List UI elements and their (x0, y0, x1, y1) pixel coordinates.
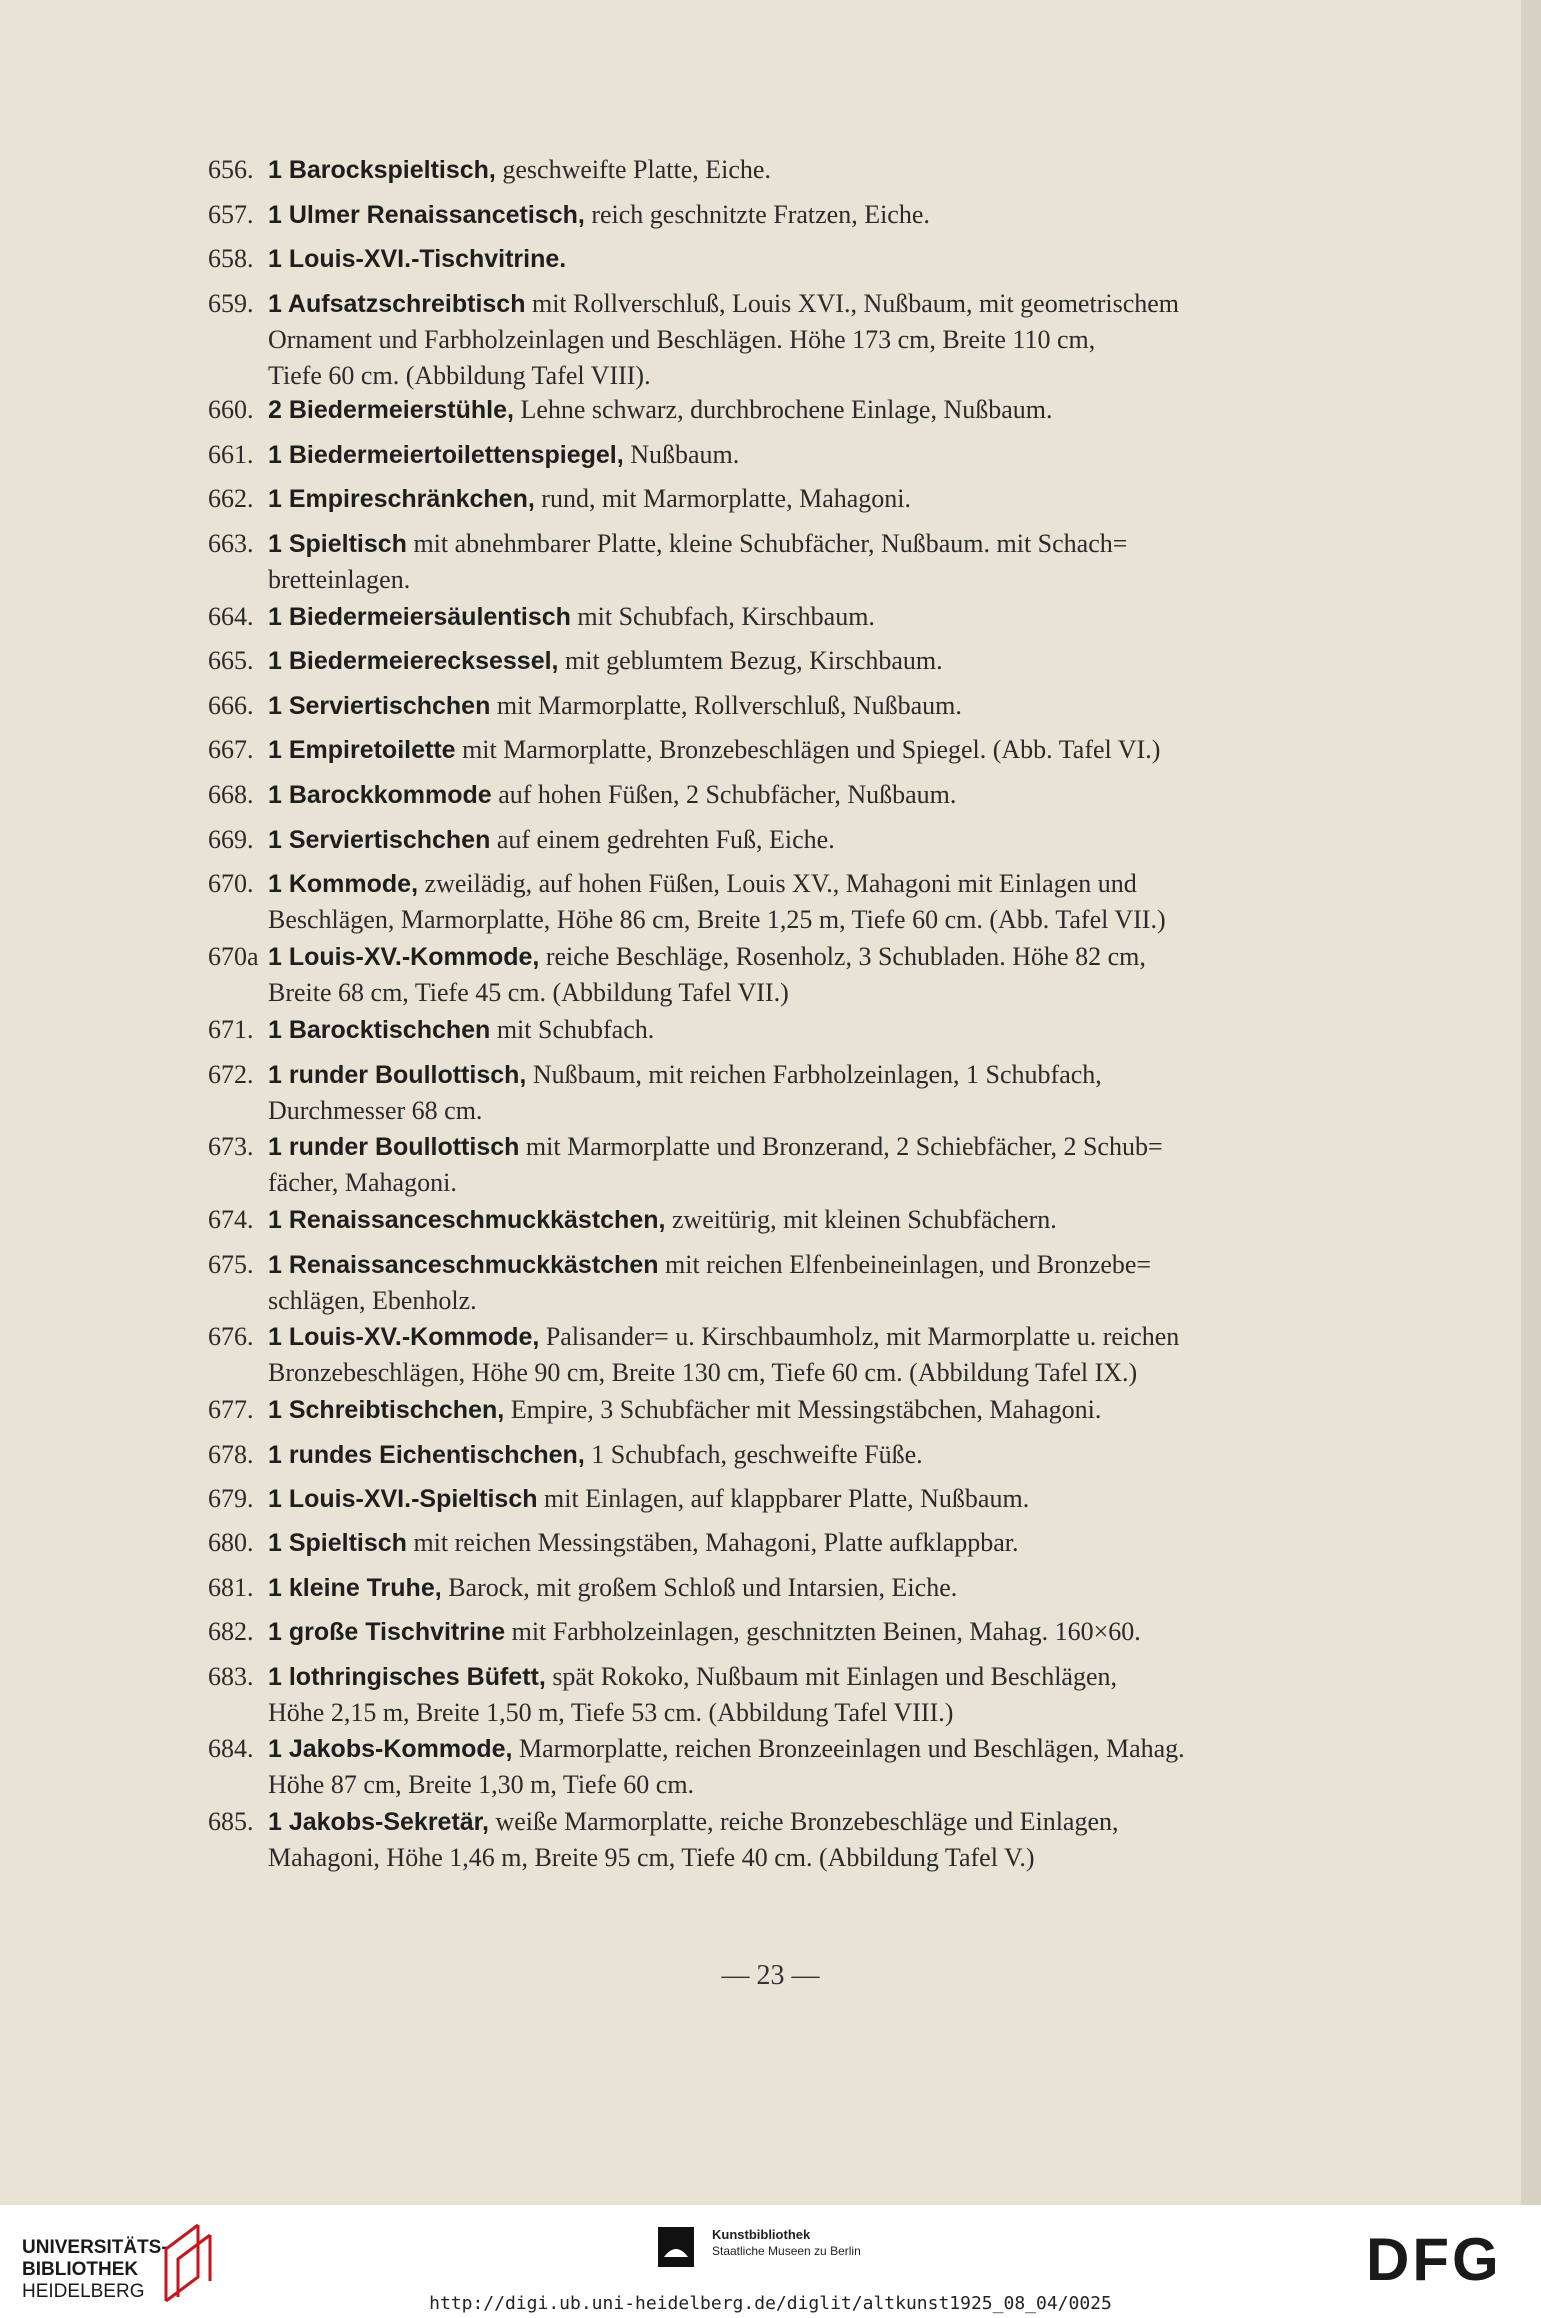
entry-line: Breite 68 cm, Tiefe 45 cm. (Abbildung Tafel VII.) (268, 978, 789, 1007)
entry-number: 674. (208, 1205, 254, 1234)
kb-title: Kunstbibliothek (712, 2227, 811, 2242)
entry-text (268, 866, 1300, 938)
entry-line: zweitürig, mit kleinen Schubfächern. (671, 1205, 1057, 1234)
entry-line: Nußbaum. (630, 440, 740, 469)
entry-line: mit Farbholzeinlagen, geschnitzten Beinen, Mahag. 160×60. (511, 1617, 1141, 1646)
entry-text (268, 1319, 1300, 1391)
entry-title: 1 Renaissanceschmuckkästchen, (268, 1206, 666, 1234)
entry-title: 1 Empiretoilette (268, 736, 456, 764)
dfg-logo: DFG (1366, 2226, 1502, 2293)
entry-text (268, 939, 1300, 1011)
entry-text (268, 1804, 1300, 1876)
ub-line-3: HEIDELBERG (22, 2281, 145, 2302)
entry-title: 1 Spieltisch (268, 1529, 407, 1557)
entry-line: Nußbaum, mit reichen Farbholzeinlagen, 1 Schubfach, (532, 1060, 1102, 1089)
entry-text (268, 1614, 1300, 1650)
entry-line: Lehne schwarz, durchbrochene Einlage, Nußbaum. (520, 395, 1053, 424)
digitization-footer (0, 2205, 1541, 2318)
entry-text (268, 526, 1300, 598)
entry-number: 677. (208, 1395, 254, 1424)
entry-line: Palisander= u. Kirschbaumholz, mit Marmorplatte u. reichen (545, 1322, 1180, 1351)
entry-line: Tiefe 60 cm. (Abbildung Tafel VIII). (268, 361, 651, 390)
entry-line: geschweifte Platte, Eiche. (502, 155, 771, 184)
entry-line: reich geschnitzte Fratzen, Eiche. (591, 200, 930, 229)
entry-text (268, 392, 1300, 428)
entry-line: mit Einlagen, auf klappbarer Platte, Nußbaum. (544, 1484, 1030, 1513)
entry-number: 678. (208, 1440, 254, 1469)
entry-line: Durchmesser 68 cm. (268, 1096, 483, 1125)
entry-text (268, 1659, 1300, 1731)
entry-number: 685. (208, 1807, 254, 1836)
entry-title: 1 Serviertischchen (268, 826, 491, 854)
entry-line: mit reichen Elfenbeineinlagen, und Bronzebe= (665, 1250, 1152, 1279)
entry-title: 1 Empireschränkchen, (268, 485, 535, 513)
entry-text (268, 1481, 1300, 1517)
entry-number: 664. (208, 602, 254, 631)
entry-line: mit reichen Messingstäben, Mahagoni, Platte aufklappbar. (413, 1528, 1019, 1557)
entry-line: schlägen, Ebenholz. (268, 1286, 477, 1315)
entry-text (268, 1057, 1300, 1129)
entry-line: mit Schubfach. (496, 1015, 655, 1044)
entry-title: 1 Renaissanceschmuckkästchen (268, 1251, 659, 1279)
entry-title: 1 Barockspieltisch, (268, 156, 496, 184)
entry-number: 665. (208, 646, 254, 675)
entry-text (268, 1392, 1300, 1428)
entry-title: 1 Louis-XV.-Kommode, (268, 1323, 540, 1351)
entry-title: 1 Barockkommode (268, 781, 492, 809)
entry-text (268, 732, 1300, 768)
entry-title: 1 Louis-XVI.-Tischvitrine. (268, 245, 567, 273)
entry-text (268, 1129, 1300, 1201)
entry-text (268, 1570, 1300, 1606)
entry-text (268, 1731, 1300, 1803)
entry-line: Marmorplatte, reichen Bronzeeinlagen und Beschlägen, Mahag. (519, 1734, 1185, 1763)
kunstbibliothek-label (712, 2227, 861, 2259)
entry-line: bretteinlagen. (268, 565, 411, 594)
entry-number: 671. (208, 1015, 254, 1044)
entry-number: 666. (208, 691, 254, 720)
entry-number: 672. (208, 1060, 254, 1089)
entry-number: 680. (208, 1528, 254, 1557)
entry-title: 1 Schreibtischchen, (268, 1396, 505, 1424)
entry-title: 2 Biedermeierstühle, (268, 396, 514, 424)
entry-number: 673. (208, 1132, 254, 1161)
entry-title: 1 Louis-XVI.-Spieltisch (268, 1485, 538, 1513)
entry-line: Ornament und Farbholzeinlagen und Beschlägen. Höhe 173 cm, Breite 110 cm, (268, 325, 1096, 354)
entry-number: 660. (208, 395, 254, 424)
entry-text (268, 599, 1300, 635)
entry-number: 676. (208, 1322, 254, 1351)
entry-text (268, 643, 1300, 679)
entry-title: 1 kleine Truhe, (268, 1574, 442, 1602)
entry-line: auf hohen Füßen, 2 Schubfächer, Nußbaum. (498, 780, 957, 809)
entry-number: 669. (208, 825, 254, 854)
entry-number: 657. (208, 200, 254, 229)
entry-line: weiße Marmorplatte, reiche Bronzebeschläge und Einlagen, (495, 1807, 1119, 1836)
entry-line: Mahagoni, Höhe 1,46 m, Breite 95 cm, Tiefe 40 cm. (Abbildung Tafel V.) (268, 1843, 1035, 1872)
entry-title: 1 runder Boullottisch (268, 1133, 520, 1161)
entry-title: 1 Serviertischchen (268, 692, 491, 720)
entry-number: 659. (208, 289, 254, 318)
entry-text (268, 241, 1300, 277)
entry-number: 682. (208, 1617, 254, 1646)
entry-title: 1 Jakobs-Kommode, (268, 1735, 513, 1763)
entry-line: mit geblumtem Bezug, Kirschbaum. (565, 646, 943, 675)
entry-number: 668. (208, 780, 254, 809)
entry-line: mit Rollverschluß, Louis XVI., Nußbaum, mit geometrischem (531, 289, 1180, 318)
entry-text (268, 152, 1300, 188)
entry-number: 670a (208, 942, 259, 971)
entry-title: 1 Biedermeierecksessel, (268, 647, 559, 675)
entry-title: 1 Jakobs-Sekretär, (268, 1808, 489, 1836)
ub-line-2: BIBLIOTHEK (22, 2259, 139, 2280)
entry-line: mit abnehmbarer Platte, kleine Schubfächer, Nußbaum. mit Schach= (413, 529, 1128, 558)
entry-line: zweilädig, auf hohen Füßen, Louis XV., Mahagoni mit Einlagen und (424, 869, 1137, 898)
entry-text (268, 1012, 1300, 1048)
entry-title: 1 runder Boullottisch, (268, 1061, 527, 1089)
entry-number: 658. (208, 244, 254, 273)
permalink-url[interactable]: http://digi.ub.uni-heidelberg.de/diglit/altkunst1925_08_04/0025 (429, 2293, 1112, 2314)
entry-text (268, 1202, 1300, 1238)
entry-title: 1 Spieltisch (268, 530, 407, 558)
entry-line: rund, mit Marmorplatte, Mahagoni. (541, 484, 911, 513)
entry-title: 1 große Tischvitrine (268, 1618, 506, 1646)
entry-line: reiche Beschläge, Rosenholz, 3 Schubladen. Höhe 82 cm, (545, 942, 1146, 971)
entry-text (268, 688, 1300, 724)
page-edge (1521, 0, 1541, 2205)
entry-text (268, 777, 1300, 813)
entry-number: 675. (208, 1250, 254, 1279)
entry-line: Barock, mit großem Schloß und Intarsien, Eiche. (448, 1573, 958, 1602)
entry-number: 679. (208, 1484, 254, 1513)
entry-number: 681. (208, 1573, 254, 1602)
entry-text (268, 822, 1300, 858)
entry-title: 1 Biedermeiertoilettenspiegel, (268, 441, 624, 469)
entry-line: fächer, Mahagoni. (268, 1168, 457, 1197)
entry-title: 1 Kommode, (268, 870, 419, 898)
entry-text (268, 286, 1300, 394)
entry-line: Höhe 87 cm, Breite 1,30 m, Tiefe 60 cm. (268, 1770, 695, 1799)
entry-number: 663. (208, 529, 254, 558)
entry-text (268, 1525, 1300, 1561)
entry-number: 683. (208, 1662, 254, 1691)
entry-text (268, 1247, 1300, 1319)
entry-line: auf einem gedrehten Fuß, Eiche. (496, 825, 835, 854)
entry-number: 684. (208, 1734, 254, 1763)
kb-subtitle: Staatliche Museen zu Berlin (712, 2244, 861, 2258)
entry-title: 1 Barocktischchen (268, 1016, 491, 1044)
entry-title: 1 Ulmer Renaissancetisch, (268, 201, 585, 229)
entry-number: 670. (208, 869, 254, 898)
entry-line: 1 Schubfach, geschweifte Füße. (591, 1440, 923, 1469)
entry-line: Höhe 2,15 m, Breite 1,50 m, Tiefe 53 cm. (Abbildung Tafel VIII.) (268, 1698, 954, 1727)
page-number: — 23 — (721, 1960, 820, 1991)
entry-title: 1 Aufsatzschreibtisch (268, 290, 526, 318)
entry-text (268, 437, 1300, 473)
entry-number: 661. (208, 440, 254, 469)
entry-line: spät Rokoko, Nußbaum mit Einlagen und Beschlägen, (552, 1662, 1117, 1691)
ub-line-1: UNIVERSITÄTS- (22, 2237, 168, 2258)
kunstbibliothek-logo-icon (656, 2225, 696, 2269)
entry-title: 1 Louis-XV.-Kommode, (268, 943, 540, 971)
entry-line: mit Marmorplatte, Bronzebeschlägen und Spiegel. (Abb. Tafel VI.) (462, 735, 1161, 764)
entry-number: 662. (208, 484, 254, 513)
entry-number: 667. (208, 735, 254, 764)
entry-text (268, 197, 1300, 233)
entry-text (268, 481, 1300, 517)
entry-line: mit Marmorplatte, Rollverschluß, Nußbaum. (496, 691, 962, 720)
entry-line: mit Schubfach, Kirschbaum. (577, 602, 875, 631)
entry-text (268, 1437, 1300, 1473)
entry-line: mit Marmorplatte und Bronzerand, 2 Schiebfächer, 2 Schub= (525, 1132, 1163, 1161)
entry-line: Empire, 3 Schubfächer mit Messingstäbchen, Mahagoni. (510, 1395, 1102, 1424)
entry-line: Bronzebeschlägen, Höhe 90 cm, Breite 130 cm, Tiefe 60 cm. (Abbildung Tafel IX.) (268, 1358, 1138, 1387)
entry-line: Beschlägen, Marmorplatte, Höhe 86 cm, Breite 1,25 m, Tiefe 60 cm. (Abb. Tafel VII.) (268, 905, 1166, 934)
entry-title: 1 Biedermeiersäulentisch (268, 603, 571, 631)
entry-title: 1 lothringisches Büfett, (268, 1663, 546, 1691)
entry-title: 1 rundes Eichentischchen, (268, 1441, 585, 1469)
entry-number: 656. (208, 155, 254, 184)
